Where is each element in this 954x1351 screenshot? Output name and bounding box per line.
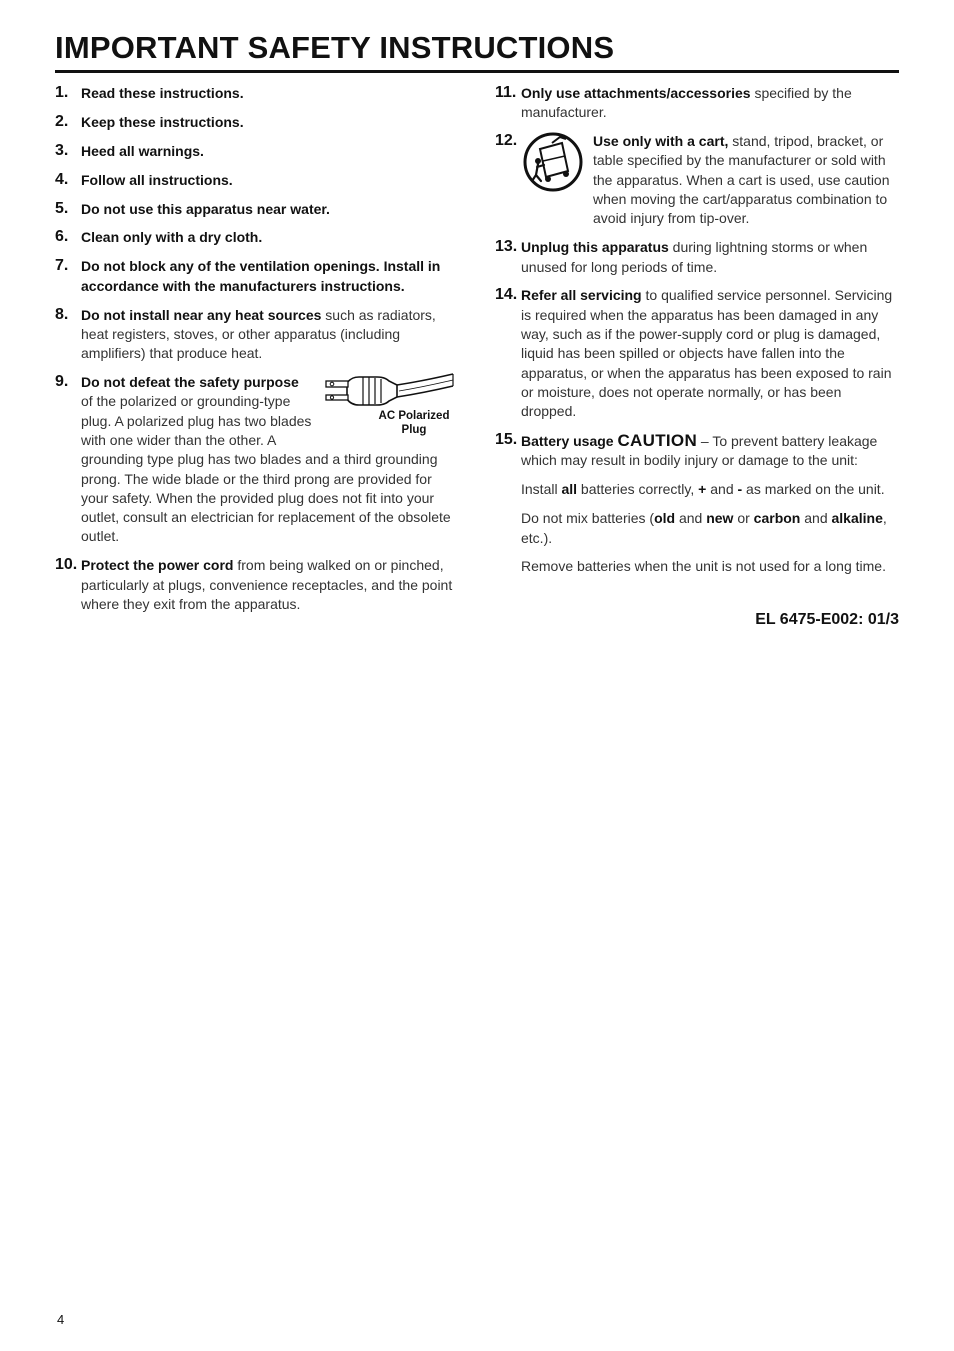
page-number: 4: [57, 1312, 65, 1327]
instruction-7: [55, 257, 457, 296]
instruction-3: [55, 142, 457, 161]
battery-remove-text: Remove batteries when the unit is not used for a long time.: [521, 558, 886, 575]
title-rule: [55, 70, 899, 73]
item-text: to qualified service personnel. Servicing is required when the apparatus has been damaged in any way, such as if the power-supply cord or plug is damaged, liquid has been spilled or objects have fallen into the apparatus, or when the apparatus has been exposed to rain or moisture, does not operate normally, or has been dropped.: [521, 287, 893, 420]
item-number: 13.: [495, 238, 518, 256]
item-number: 8.: [55, 305, 69, 323]
instruction-2: [55, 113, 457, 132]
instruction-8: [55, 306, 457, 364]
item-text: such as radiators, heat registers, stoves, or other apparatus (including amplifiers) that produce heat.: [81, 306, 436, 362]
battery-mix-text: Do not mix batteries (old and new or carbon and alkaline, etc.).: [521, 510, 887, 546]
item-text: – To prevent battery leakage which may result in bodily injury or damage to the unit:: [521, 433, 878, 469]
item-bold: Clean only with a dry cloth.: [81, 229, 263, 246]
instruction-11: [495, 84, 899, 123]
instruction-4: [55, 171, 457, 190]
item-text: from being walked on or pinched, particularly at plugs, convenience receptacles, and the point where they exit from the apparatus.: [81, 557, 453, 612]
item-text: stand, tripod, bracket, or table specified by the manufacturer or sold with the apparatus. When a cart is used, use caution when moving the cart/apparatus combination to avoid injury from tip-over.: [593, 133, 890, 227]
item-bold: Do not block any of the ventilation openings. Install in accordance with the manufacturers instructions.: [81, 258, 441, 294]
item-bold: Battery usage: [521, 433, 614, 450]
item-number: 2.: [55, 112, 69, 130]
right-column: [495, 84, 899, 586]
item-number: 10.: [55, 556, 78, 574]
caution-label: CAUTION: [617, 431, 698, 451]
item-text: of the polarized or grounding-type plug. A polarized plug has two blades with one wider than the other. A grounding type plug has two blades and a third grounding prong. The wide blade or the third prong are provided for your safety. When the provided plug does not fit into your outlet, consult an electrician for replacement of the obsolete outlet.: [81, 393, 451, 545]
ac-polarized-plug-icon: [323, 371, 457, 411]
instruction-1: [55, 84, 457, 103]
item-number: 1.: [55, 84, 69, 101]
item-bold: Do not install near any heat sources: [81, 306, 322, 323]
instruction-9: [55, 373, 457, 547]
item-bold: Protect the power cord: [81, 557, 234, 574]
item-bold: Follow all instructions.: [81, 171, 233, 188]
item-text: specified by the manufacturer.: [521, 85, 852, 121]
left-column: [55, 84, 457, 624]
page-title: IMPORTANT SAFETY INSTRUCTIONS: [55, 30, 615, 65]
item-bold: Do not defeat the safety purpose: [81, 374, 299, 391]
item-bold: Only use attachments/accessories: [521, 85, 751, 101]
plug-caption: AC Polarized Plug: [378, 410, 450, 437]
item-number: 4.: [55, 170, 69, 188]
item-bold: Use only with a cart,: [593, 133, 729, 150]
item-number: 6.: [55, 228, 69, 246]
item-number: 7.: [55, 257, 69, 275]
item-number: 11.: [495, 84, 517, 101]
item-number: 3.: [55, 141, 69, 159]
instruction-14: [495, 286, 899, 421]
plug-figure: [319, 371, 457, 443]
instruction-5: [55, 200, 457, 219]
instruction-12: [495, 132, 899, 228]
item-text: during lightning storms or when unused for long periods of time.: [521, 239, 868, 275]
instruction-6: [55, 228, 457, 247]
item-bold: Unplug this apparatus: [521, 239, 669, 256]
battery-install-text: Install all batteries correctly, + and - as marked on the unit.: [521, 481, 885, 498]
item-bold: Read these instructions.: [81, 85, 244, 101]
item-number: 14.: [495, 286, 518, 304]
document-code: EL 6475-E002: 01/3: [755, 611, 899, 628]
item-number: 9.: [55, 373, 69, 391]
item-bold: Do not use this apparatus near water.: [81, 200, 330, 217]
item-bold: Refer all servicing: [521, 287, 642, 304]
instruction-15: [495, 431, 899, 577]
item-number: 12.: [495, 132, 518, 150]
item-bold: Keep these instructions.: [81, 113, 244, 130]
instruction-13: [495, 238, 899, 277]
item-number: 15.: [495, 431, 518, 449]
item-number: 5.: [55, 199, 69, 217]
item-bold: Heed all warnings.: [81, 142, 204, 159]
cart-warning-icon: [522, 131, 584, 193]
instruction-10: [55, 556, 457, 614]
